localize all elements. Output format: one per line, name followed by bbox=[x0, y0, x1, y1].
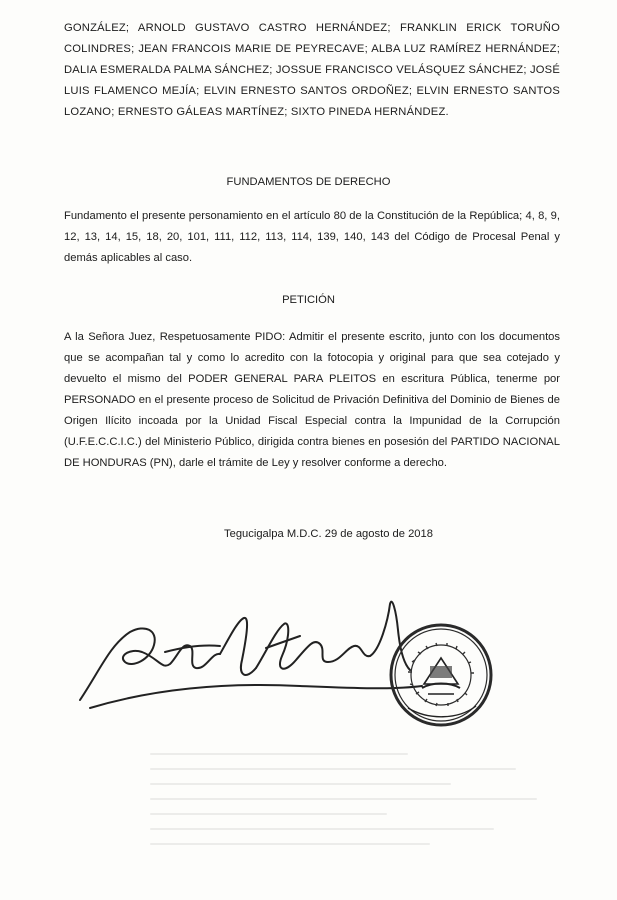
heading-peticion: PETICIÓN bbox=[282, 294, 335, 306]
bleed-through-marks bbox=[150, 740, 580, 890]
heading-fundamentos: FUNDAMENTOS DE DERECHO bbox=[226, 176, 391, 188]
official-seal bbox=[388, 622, 494, 728]
place-date: Tegucigalpa M.D.C. 29 de agosto de 2018 bbox=[224, 528, 433, 540]
handwritten-signature bbox=[70, 590, 430, 720]
fundamentos-paragraph: Fundamento el presente personamiento en el artículo 80 de la Constitución de la República; 4, 8, 9, 12, 13, 14, 15, 18, 20, 101, 111, 112, 113, 114, 139, 140, 143 del Código de Procesal Penal y demás aplicables al caso. bbox=[64, 210, 560, 264]
peticion-paragraph: A la Señora Juez, Respetuosamente PIDO: Admitir el presente escrito, junto con los documentos que se acompañan tal y como lo acredito con la fotocopia y original para que sea cotejado y devuelto el mismo del PODER GENERAL PARA PLEITOS en escritura Pública, tenerme por PERSONADO en el presente proceso de Solicitud de Privación Definitiva del Dominio de Bienes de Origen Ilícito incoada por la Unidad Fiscal Especial contra la Impunidad de la Corrupción (U.F.E.C.C.I.C.) del Ministerio Público, dirigida contra bienes en posesión del PARTIDO NACIONAL DE HONDURAS (PN), darle el trámite de Ley y resolver conforme a derecho. bbox=[64, 331, 560, 469]
names-paragraph: GONZÁLEZ; ARNOLD GUSTAVO CASTRO HERNÁNDEZ; FRANKLIN ERICK TORUÑO COLINDRES; JEAN FRANCOIS MARIE DE PEYRECAVE; ALBA LUZ RAMÍREZ HERNÁNDEZ; DALIA ESMERALDA PALMA SÁNCHEZ; JOSSUE FRANCISCO VELÁSQUEZ SÁNCHEZ; JOSÉ LUIS FLAMENCO MEJÍA; ELVIN ERNESTO SANTOS ORDOÑEZ; ELVIN ERNESTO SANTOS LOZANO; ERNESTO GÁLEAS MARTÍNEZ; SIXTO PINEDA HERNÁNDEZ. bbox=[64, 22, 560, 118]
